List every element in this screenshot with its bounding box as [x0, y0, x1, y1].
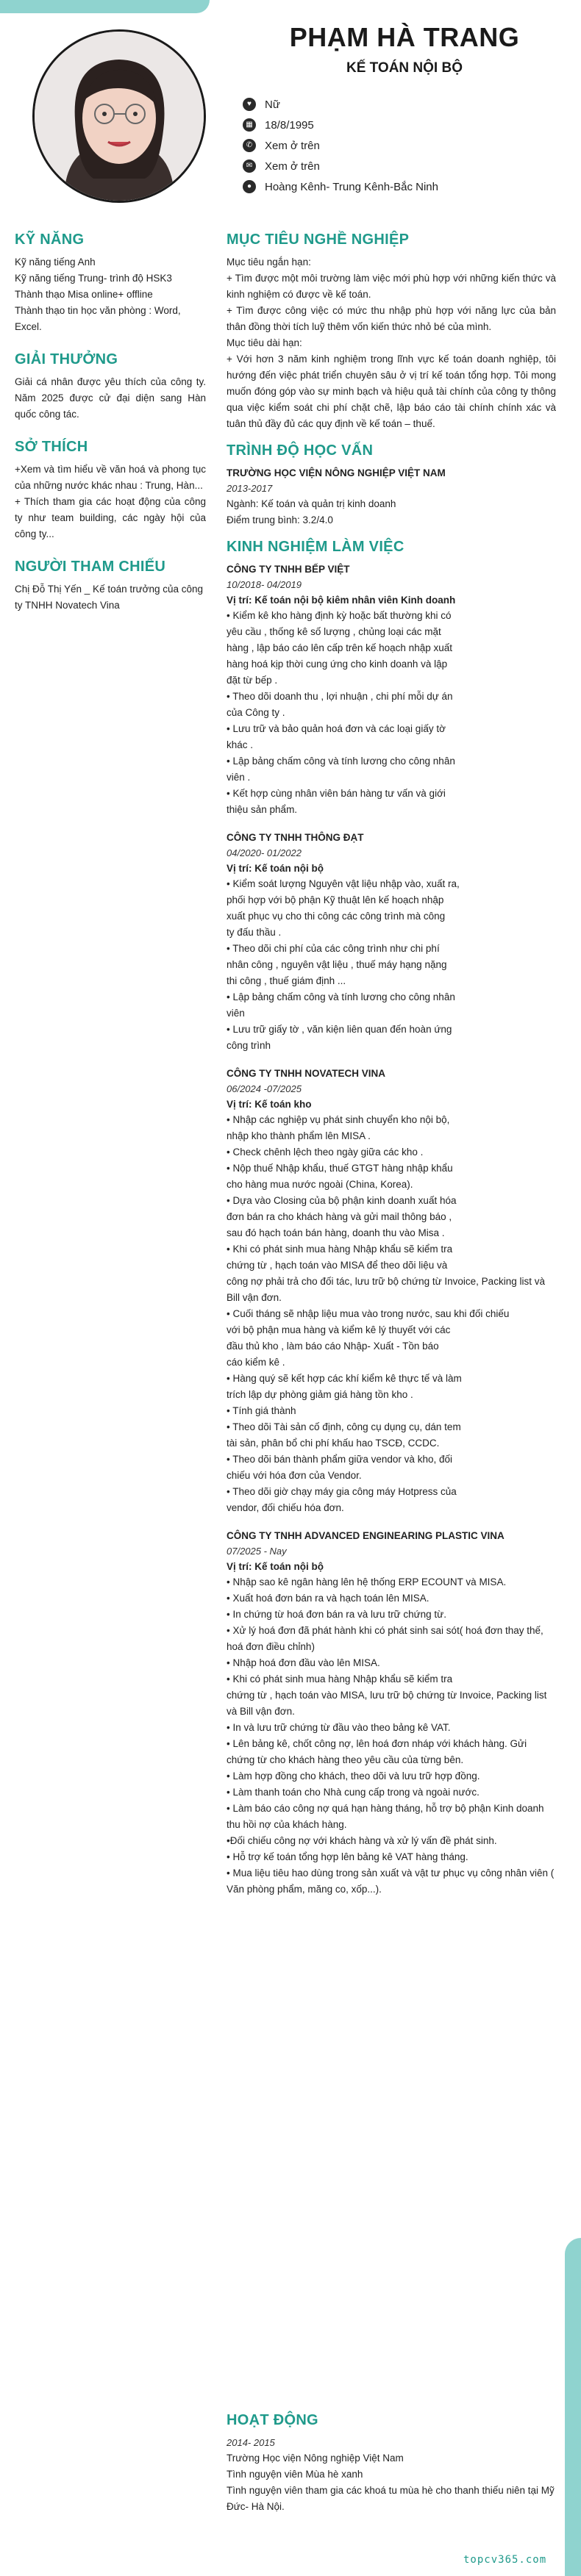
avatar-portrait-icon — [35, 32, 204, 201]
job-duty-line: cho hàng mua nước ngoài (China, Korea). — [227, 1179, 413, 1190]
job-duty-line: • In chứng từ hoá đơn bán ra và lưu trữ chứng từ. — [227, 1609, 446, 1620]
contact-gender — [243, 94, 566, 115]
job-duty-line: • Kiểm soát lượng Nguyên vật liệu nhập vào, xuất ra, — [227, 878, 460, 889]
job-duty-line: • Lập bảng chấm công và tính lương cho công nhân — [227, 756, 455, 767]
job-duty-line: trích lập dự phòng giảm giá hàng tồn kho . — [227, 1389, 413, 1400]
awards-section — [15, 351, 206, 423]
job-duty-line: • Nộp thuế Nhập khẩu, thuế GTGT hàng nhập khẩu — [227, 1163, 453, 1174]
job-duty-line: • Check chênh lệch theo ngày giữa các kho . — [227, 1147, 424, 1158]
job-duty-line: • Kiểm kê kho hàng định kỳ hoặc bất thường khi có — [227, 610, 452, 621]
job-duty-line: • Xuất hoá đơn bán ra và hạch toán lên MISA. — [227, 1593, 429, 1604]
job-dates: 10/2018- 04/2019 — [227, 579, 302, 590]
objective-line: + Tìm được công việc có mức thu nhập phù hợp với năng lực của bản thân đồng thời tích luỹ thêm vốn kiến thức nhỏ bé của mình. — [227, 305, 556, 332]
job-duty-line: • Theo dõi doanh thu , lợi nhuận , chi phí mỗi dự án — [227, 691, 453, 702]
objective-line: + Tìm được một môi trường làm việc mới phù hợp với những kiến thức và kinh nghiệm có được về kế toán. — [227, 273, 556, 300]
job-duty-line: đặt từ bếp . — [227, 675, 278, 686]
job-entry — [227, 1066, 556, 1516]
job-duty-line: • Cuối tháng sẽ nhập liệu mua vào trong nước, sau khi đối chiếu — [227, 1308, 510, 1319]
contact-list — [243, 94, 566, 197]
job-entry — [227, 830, 556, 1054]
left-column — [15, 232, 206, 630]
bottom-right-decoration — [565, 2238, 581, 2576]
job-company: CÔNG TY TNHH NOVATECH VINA — [227, 1068, 386, 1079]
job-duty-line: khác . — [227, 739, 254, 750]
job-duty-line: hàng , lập báo cáo lên cấp trên kế hoạch nhập xuất — [227, 642, 452, 653]
job-duty-line: yêu cầu , thống kê số lượng , chủng loại các mặt — [227, 626, 441, 637]
job-title: KẾ TOÁN NỘI BỘ — [346, 60, 463, 76]
job-entry — [227, 562, 556, 818]
activity-line: Tình nguyện viên Mùa hè xanh — [227, 2469, 363, 2480]
education-line: Ngành: Kế toán và quản trị kinh doanh — [227, 498, 396, 509]
awards-text: Giải cá nhân được yêu thích của công ty. Năm 2025 được cử đại diện sang Hàn quốc công tác. — [15, 376, 206, 420]
job-duty-line: • Hỗ trợ kế toán tổng hợp lên bảng kê VAT hàng tháng. — [227, 1851, 468, 1862]
skill-line: Thành thạo tin học văn phòng : Word, Excel. — [15, 305, 181, 332]
job-duty-line: • Tính giá thành — [227, 1405, 296, 1416]
hobby-line: +Xem và tìm hiểu về văn hoá và phong tục của những nước khác nhau : Trung, Hàn... — [15, 464, 206, 491]
job-duty-line: •Đối chiếu công nợ với khách hàng và xử lý vấn đề phát sinh. — [227, 1835, 497, 1846]
job-duty-line: sau đó hạch toán bán hàng, doanh thu vào Misa . — [227, 1227, 445, 1238]
objective-line: Mục tiêu ngắn hạn: — [227, 256, 311, 268]
job-duty-line: chứng từ , hạch toán vào MISA để theo dõi liệu và — [227, 1260, 448, 1271]
activities-dates: 2014- 2015 — [227, 2437, 275, 2448]
hobby-line: + Thích tham gia các hoạt động của công ty như team building, các ngày hội của công ty... — [15, 496, 206, 539]
job-duty-line: vendor, đối chiếu hóa đơn. — [227, 1502, 344, 1513]
job-duty-line: chứng từ , hạch toán vào MISA, lưu trữ bộ chứng từ Invoice, Packing list và Bill vận đơn. — [227, 1690, 547, 1717]
activity-line: Trường Học viện Nông nghiệp Việt Nam — [227, 2453, 404, 2464]
skill-line: Thành thạo Misa online+ offline — [15, 289, 153, 300]
job-duty-line: thi công , thuế giám định ... — [227, 975, 346, 986]
job-duty-line: thiệu sản phẩm. — [227, 804, 298, 815]
job-duty-line: viên — [227, 1008, 245, 1019]
skills-heading: KỸ NĂNG — [15, 232, 85, 248]
job-duty-line: • Lập bảng chấm công và tính lương cho công nhân — [227, 991, 455, 1002]
reference-text: Chị Đỗ Thị Yến _ Kế toán trưởng của công ty TNHH Novatech Vina — [15, 584, 204, 611]
objective-line: Mục tiêu dài hạn: — [227, 337, 302, 348]
job-duty-line: • Nhập hoá đơn đầu vào lên MISA. — [227, 1657, 380, 1668]
job-position: Vị trí: Kế toán nội bộ kiêm nhân viên Kinh doanh — [227, 595, 456, 606]
job-duty-line: • Mua liệu tiêu hao dùng trong sản xuất và vật tư phục vụ công nhân viên ( Văn phòng phẩm, măng co, xốp...). — [227, 1868, 555, 1895]
contact-phone[interactable] — [243, 135, 566, 156]
experience-heading: KINH NGHIỆM LÀM VIỆC — [227, 539, 404, 555]
contact-email[interactable] — [243, 156, 566, 176]
contact-address — [243, 176, 566, 197]
avatar — [32, 29, 206, 203]
job-duty-line: • Theo dõi Tài sản cố định, công cụ dụng cụ, dán tem — [227, 1421, 461, 1432]
education-section — [227, 442, 556, 528]
objective-heading: MỤC TIÊU NGHỀ NGHIỆP — [227, 232, 410, 248]
awards-heading: GIẢI THƯỞNG — [15, 351, 118, 367]
job-duty-line: • Dựa vào Closing của bộ phận kinh doanh xuất hóa — [227, 1195, 457, 1206]
job-duty-line: • Lưu trữ giấy tờ , văn kiện liên quan đến hoàn ứng — [227, 1024, 452, 1035]
job-company: CÔNG TY TNHH BẾP VIỆT — [227, 564, 350, 575]
job-company: CÔNG TY TNHH ADVANCED ENGINEARING PLASTIC VINA — [227, 1530, 505, 1541]
candidate-name: PHẠM HÀ TRANG — [289, 22, 520, 52]
job-duty-line: cáo kiểm kê . — [227, 1357, 285, 1368]
job-entry — [227, 1528, 556, 1898]
location-icon: ● — [243, 180, 256, 193]
job-company: CÔNG TY TNHH THÔNG ĐẠT — [227, 832, 364, 843]
job-duty-line: tài sản, phân bổ chi phí khấu hao TSCĐ, CCDC. — [227, 1438, 440, 1449]
education-heading: TRÌNH ĐỘ HỌC VẤN — [227, 442, 374, 459]
job-duty-line: đầu thủ kho , làm báo cáo Nhập- Xuất - Tồn báo — [227, 1341, 439, 1352]
job-duty-line: nhân công , nguyên vật liệu , thuế máy hạng nặng — [227, 959, 447, 970]
job-duty-line: • In và lưu trữ chứng từ đầu vào theo bảng kê VAT. — [227, 1722, 451, 1733]
contact-birthday — [243, 115, 566, 135]
hobbies-heading: SỞ THÍCH — [15, 439, 88, 455]
job-duty-line: • Làm thanh toán cho Nhà cung cấp trong và ngoài nước. — [227, 1787, 480, 1798]
job-duty-line: phối hợp với bộ phận Kỹ thuật lên kế hoạch nhập — [227, 894, 444, 905]
education-line: Điểm trung bình: 3.2/4.0 — [227, 514, 333, 525]
job-duty-line: công trình — [227, 1040, 271, 1051]
job-duty-line: đơn bán ra cho khách hàng và gửi mail thông báo , — [227, 1211, 452, 1222]
activities-section — [227, 2412, 556, 2515]
job-duty-line: • Kết hợp cùng nhân viên bán hàng tư vấn và giới — [227, 788, 446, 799]
job-duty-line: với bộ phận mua hàng và kiểm kê lý thuyết với các — [227, 1324, 451, 1335]
job-position: Vị trí: Kế toán kho — [227, 1099, 312, 1110]
contact-birthday-text: 18/8/1995 — [265, 118, 314, 132]
job-duty-line: • Làm hợp đồng cho khách, theo dõi và lưu trữ hợp đồng. — [227, 1770, 480, 1782]
job-duty-line: của Công ty . — [227, 707, 285, 718]
footer-watermark[interactable]: topcv365.com — [463, 2554, 547, 2566]
contact-email-text: Xem ở trên — [265, 159, 320, 173]
job-duty-line: chiếu với hóa đơn của Vendor. — [227, 1470, 362, 1481]
job-duty-line: • Lưu trữ và bảo quản hoá đơn và các loại giấy tờ — [227, 723, 446, 734]
activities-heading: HOẠT ĐỘNG — [227, 2412, 318, 2428]
calendar-icon: ▦ — [243, 118, 256, 132]
job-duty-line: xuất phục vụ cho thi công các công trình mà công — [227, 911, 446, 922]
email-icon: ✉ — [243, 159, 256, 173]
job-duty-line: • Theo dõi chi phí của các công trình như chi phí — [227, 943, 440, 954]
job-duty-line: • Nhập sao kê ngân hàng lên hệ thống ERP ECOUNT và MISA. — [227, 1576, 507, 1587]
job-duty-line: • Theo dõi giờ chạy máy gia công máy Hotpress của — [227, 1486, 457, 1497]
top-left-decoration — [0, 0, 210, 13]
job-duty-line: nhập kho thành phẩm lên MISA . — [227, 1130, 371, 1141]
job-dates: 04/2020- 01/2022 — [227, 847, 302, 858]
job-dates: 07/2025 - Nay — [227, 1546, 287, 1557]
job-position: Vị trí: Kế toán nội bộ — [227, 863, 324, 874]
gender-icon: ♥ — [243, 98, 256, 111]
job-dates: 06/2024 -07/2025 — [227, 1083, 302, 1094]
job-duty-line: • Khi có phát sinh mua hàng Nhập khẩu sẽ kiểm tra — [227, 1244, 453, 1255]
contact-phone-text: Xem ở trên — [265, 139, 320, 152]
hobbies-section — [15, 439, 206, 542]
contact-gender-text: Nữ — [265, 98, 280, 111]
skill-line: Kỹ năng tiếng Trung- trình độ HSK3 — [15, 273, 172, 284]
job-duty-line: • Hàng quý sẽ kết hợp các khí kiểm kê thực tế và làm — [227, 1373, 462, 1384]
job-position: Vị trí: Kế toán nội bộ — [227, 1561, 324, 1572]
reference-section — [15, 559, 206, 614]
objective-section — [227, 232, 556, 432]
job-duty-line: • Khi có phát sinh mua hàng Nhập khẩu sẽ kiểm tra — [227, 1673, 453, 1685]
phone-icon: ✆ — [243, 139, 256, 152]
job-duty-line: công nợ phải trả cho đối tác, lưu trữ bộ chứng từ Invoice, Packing list và — [227, 1276, 545, 1287]
education-dates: 2013-2017 — [227, 483, 273, 494]
job-duty-line: Bill vận đơn. — [227, 1292, 282, 1303]
job-duty-line: • Làm báo cáo công nợ quá hạn hàng tháng, hỗ trợ bộ phận Kinh doanh thu hồi nợ của khách hàng. — [227, 1803, 544, 1830]
job-duty-line: hàng hoá kịp thời cung ứng cho kinh doanh và lập — [227, 659, 448, 670]
job-duty-line: • Theo dõi bán thành phẩm giữa vendor và kho, đối — [227, 1454, 452, 1465]
job-duty-line: • Xử lý hoá đơn đã phát hành khi có phát sinh sai sót( hoá đơn thay thế, hoá đơn điều chỉnh) — [227, 1625, 543, 1652]
job-duty-line: viên . — [227, 772, 251, 783]
skills-section — [15, 232, 206, 335]
skill-line: Kỹ năng tiếng Anh — [15, 256, 96, 268]
contact-address-text: Hoàng Kênh- Trung Kênh-Bắc Ninh — [265, 180, 438, 193]
job-duty-line: ty đấu thầu . — [227, 927, 282, 938]
job-list — [227, 562, 556, 1898]
reference-heading: NGƯỜI THAM CHIẾU — [15, 559, 166, 575]
job-duty-line: • Lên bảng kê, chốt công nợ, lên hoá đơn nháp với khách hàng. Gửi chứng từ cho khách hàng theo yêu cầu của từng bên. — [227, 1738, 527, 1765]
right-column — [227, 232, 556, 1909]
experience-section — [227, 539, 556, 1898]
job-duty-line: • Nhập các nghiệp vụ phát sinh chuyển kho nội bộ, — [227, 1114, 450, 1125]
activity-line: Tình nguyện viên tham gia các khoá tu mùa hè cho thanh thiếu niên tại Mỹ Đức- Hà Nội. — [227, 2485, 555, 2512]
education-school: TRƯỜNG HỌC VIỆN NÔNG NGHIỆP VIỆT NAM — [227, 467, 446, 478]
objective-line: + Với hơn 3 năm kinh nghiệm trong lĩnh vực kế toán doanh nghiệp, tôi hướng đến việc phát triển chuyên sâu ở vị trí kế toán tổng hợp. Tôi mong muốn đóng góp vào sự minh bạch và hiệu quả tài chính của công ty thông qua việc kiểm soát chi phí chặt chẽ, lập báo cáo tài chính chính xác và tuân thủ đầy đủ các quy định về kế toán – thuế. — [227, 354, 556, 429]
